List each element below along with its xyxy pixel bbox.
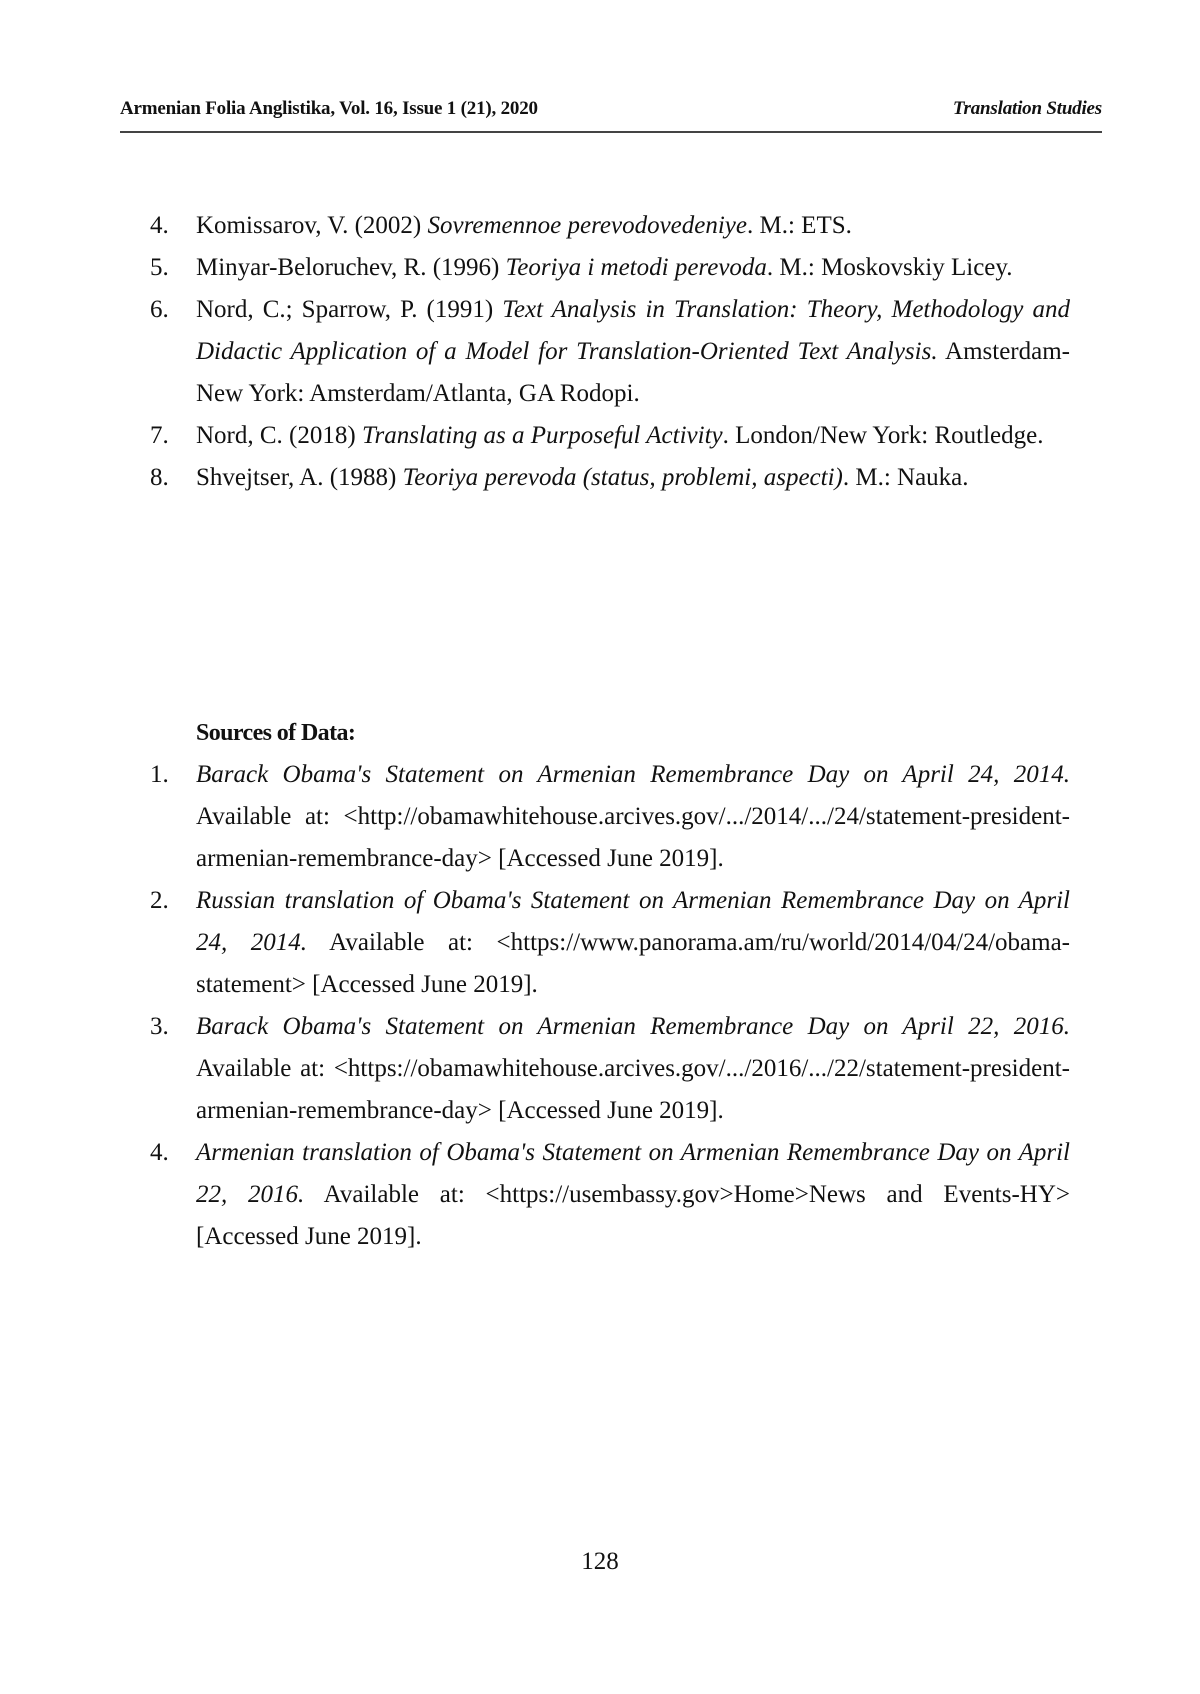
- reference-item: [150, 415, 1070, 457]
- text-segment: . M.: Moskovskiy Licey.: [767, 254, 1013, 281]
- italic-title: Armenian translation of Obama's Statement on Armenian Remembrance Day on April 22, 2016.: [196, 1139, 1070, 1208]
- item-number: 5.: [150, 247, 196, 289]
- item-number: 7.: [150, 415, 196, 457]
- item-text: [196, 1006, 1070, 1132]
- italic-title: Sovremennoe perevodovedeniye: [427, 212, 747, 239]
- source-item: [150, 1006, 1070, 1132]
- sources-heading: Sources of Data:: [196, 712, 355, 754]
- italic-title: Barack Obama's Statement on Armenian Remembrance Day on April 24, 2014.: [196, 761, 1070, 788]
- sources-list: [150, 754, 1070, 1258]
- reference-item: [150, 247, 1070, 289]
- text-segment: Available at: <https://obamawhitehouse.arcives.gov/.../2016/.../22/statement-president-armenian-remembrance-day> [Accessed June 2019].: [196, 1055, 1070, 1124]
- header-rule: [120, 131, 1102, 133]
- references-list: [150, 205, 1070, 499]
- text-segment: . M.: Nauka.: [843, 464, 969, 491]
- italic-title: Teoriya perevoda (status, problemi, aspecti): [403, 464, 843, 491]
- item-number: 4.: [150, 205, 196, 247]
- journal-title: Armenian Folia Anglistika, Vol. 16, Issue 1 (21), 2020: [120, 98, 538, 120]
- page-number: 128: [0, 1548, 1200, 1576]
- reference-item: [150, 457, 1070, 499]
- section-title: Translation Studies: [953, 98, 1102, 120]
- text-segment: Available at: <https://usembassy.gov>Home>News and Events-HY> [Accessed June 2019].: [196, 1181, 1070, 1250]
- item-number: 4.: [150, 1132, 196, 1258]
- italic-title: Barack Obama's Statement on Armenian Remembrance Day on April 22, 2016.: [196, 1013, 1070, 1040]
- source-item: [150, 754, 1070, 880]
- running-header: [120, 86, 1102, 120]
- reference-item: [150, 289, 1070, 415]
- text-segment: Available at: <https://www.panorama.am/ru/world/2014/04/24/obama-statement> [Accessed June 2019].: [196, 929, 1070, 998]
- item-text: [196, 247, 1070, 289]
- reference-item: [150, 205, 1070, 247]
- item-text: [196, 289, 1070, 415]
- text-segment: Minyar-Beloruchev, R. (1996): [196, 254, 506, 281]
- item-number: 3.: [150, 1006, 196, 1132]
- item-text: [196, 1132, 1070, 1258]
- text-segment: Available at: <http://obamawhitehouse.arcives.gov/.../2014/.../24/statement-president-armenian-remembrance-day> [Accessed June 2019].: [196, 803, 1070, 872]
- item-text: [196, 415, 1070, 457]
- text-segment: Nord, C.; Sparrow, P. (1991): [196, 296, 502, 323]
- italic-title: Text Analysis in Translation: Theory, Methodology and Didactic Application of a Model for Translation-Oriented Text Analysis.: [196, 296, 1070, 365]
- source-item: [150, 880, 1070, 1006]
- item-text: [196, 880, 1070, 1006]
- italic-title: Translating as a Purposeful Activity: [362, 422, 723, 449]
- item-text: [196, 754, 1070, 880]
- item-text: [196, 205, 1070, 247]
- source-item: [150, 1132, 1070, 1258]
- text-segment: . London/New York: Routledge.: [723, 422, 1044, 449]
- text-segment: Amsterdam-New York: Amsterdam/Atlanta, GA Rodopi.: [196, 338, 1070, 407]
- text-segment: Nord, C. (2018): [196, 422, 362, 449]
- item-number: 1.: [150, 754, 196, 880]
- item-number: 8.: [150, 457, 196, 499]
- item-number: 2.: [150, 880, 196, 1006]
- italic-title: Russian translation of Obama's Statement on Armenian Remembrance Day on April 24, 2014.: [196, 887, 1070, 956]
- italic-title: Teoriya i metodi perevoda: [506, 254, 767, 281]
- item-number: 6.: [150, 289, 196, 415]
- text-segment: Komissarov, V. (2002): [196, 212, 427, 239]
- item-text: [196, 457, 1070, 499]
- text-segment: Shvejtser, A. (1988): [196, 464, 403, 491]
- text-segment: . M.: ETS.: [747, 212, 852, 239]
